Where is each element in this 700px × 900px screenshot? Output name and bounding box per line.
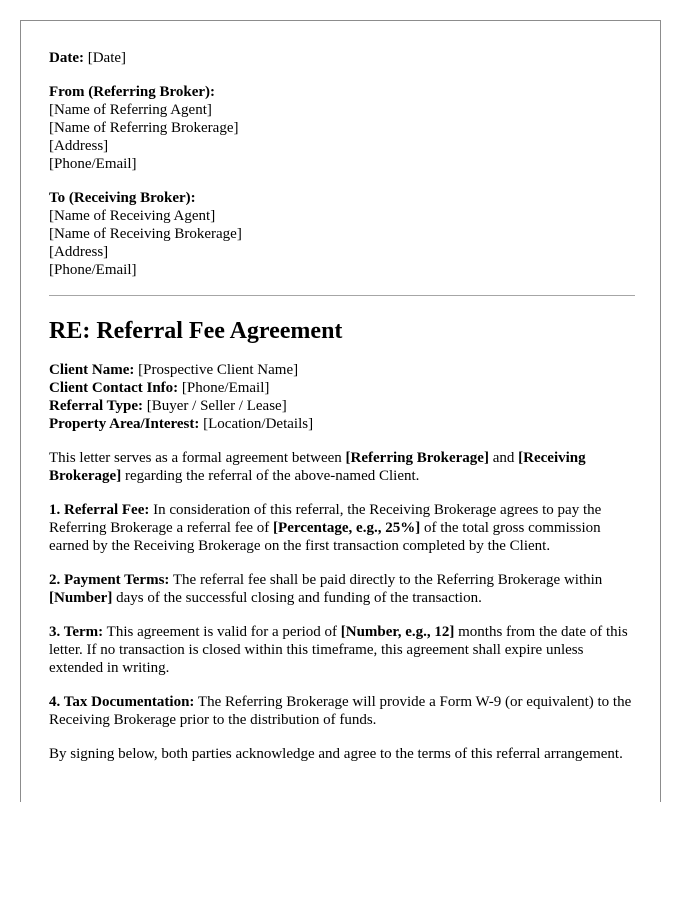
referral-fee-percentage: [Percentage, e.g., 25%] [273,520,421,536]
to-brokerage-name: [Name of Receiving Brokerage] [49,226,242,242]
referral-fee-paragraph [49,501,635,555]
tax-documentation-paragraph [49,693,635,729]
to-phone-email: [Phone/Email] [49,262,137,278]
term-paragraph [49,623,635,677]
term-months: [Number, e.g., 12] [340,624,455,640]
property-area-line [49,415,635,433]
intro-text-1: This letter serves as a formal agreement between [49,450,346,466]
to-address: [Address] [49,244,109,260]
intro-referring-brokerage: [Referring Brokerage] [345,450,489,466]
term-heading: 3. Term: [49,624,104,640]
letter-page [20,20,661,802]
from-agent-name: [Name of Referring Agent] [49,102,212,118]
intro-paragraph [49,449,635,485]
client-contact-label: Client Contact Info: [49,380,179,396]
payment-terms-text-1: The referral fee shall be paid directly to the Referring Brokerage within [169,572,603,588]
payment-terms-paragraph [49,571,635,607]
date-value: [Date] [87,50,127,66]
intro-receiving-brokerage: [Receiving Brokerage] [49,450,586,484]
property-area-value: [Location/Details] [203,416,314,432]
date-line [49,49,635,67]
payment-terms-text-2: days of the successful closing and funding of the transaction. [112,590,482,606]
tax-documentation-text: The Referring Brokerage will provide a Form W-9 (or equivalent) to the Receiving Brokerage prior to the distribution of funds. [49,694,632,728]
client-name-value: [Prospective Client Name] [138,362,299,378]
referral-fee-heading: 1. Referral Fee: [49,502,150,518]
referral-fee-text-1: In consideration of this referral, the Receiving Brokerage agrees to pay the Referring Brokerage a referral fee of [49,502,602,536]
to-label: To (Receiving Broker): [49,190,196,206]
tax-documentation-heading: 4. Tax Documentation: [49,694,195,710]
from-address: [Address] [49,138,109,154]
header-divider [49,295,635,296]
client-contact-line [49,379,635,397]
referral-fee-text-2: of the total gross commission earned by the Receiving Brokerage on the first transaction completed by the Client. [49,520,601,554]
client-contact-value: [Phone/Email] [181,380,270,396]
term-text-1: This agreement is valid for a period of [103,624,341,640]
client-info-block [49,361,635,433]
client-name-label: Client Name: [49,362,135,378]
from-phone-email: [Phone/Email] [49,156,137,172]
to-block [49,189,635,279]
payment-terms-days: [Number] [49,590,113,606]
date-label: Date: [49,50,84,66]
payment-terms-heading: 2. Payment Terms: [49,572,170,588]
intro-text-3: regarding the referral of the above-named Client. [121,468,420,484]
from-block [49,83,635,173]
closing-paragraph: By signing below, both parties acknowledge and agree to the terms of this referral arrangement. [49,746,623,762]
referral-type-line [49,397,635,415]
client-name-line [49,361,635,379]
letter-content [49,49,635,763]
referral-type-value: [Buyer / Seller / Lease] [146,398,287,414]
intro-text-2: and [488,450,519,466]
from-brokerage-name: [Name of Referring Brokerage] [49,120,239,136]
letter-title: RE: Referral Fee Agreement [49,318,343,344]
property-area-label: Property Area/Interest: [49,416,200,432]
term-text-2: months from the date of this letter. If no transaction is closed within this timeframe, this agreement shall expire unless extended in writing. [49,624,628,676]
from-label: From (Referring Broker): [49,84,216,100]
to-agent-name: [Name of Receiving Agent] [49,208,216,224]
referral-type-label: Referral Type: [49,398,143,414]
